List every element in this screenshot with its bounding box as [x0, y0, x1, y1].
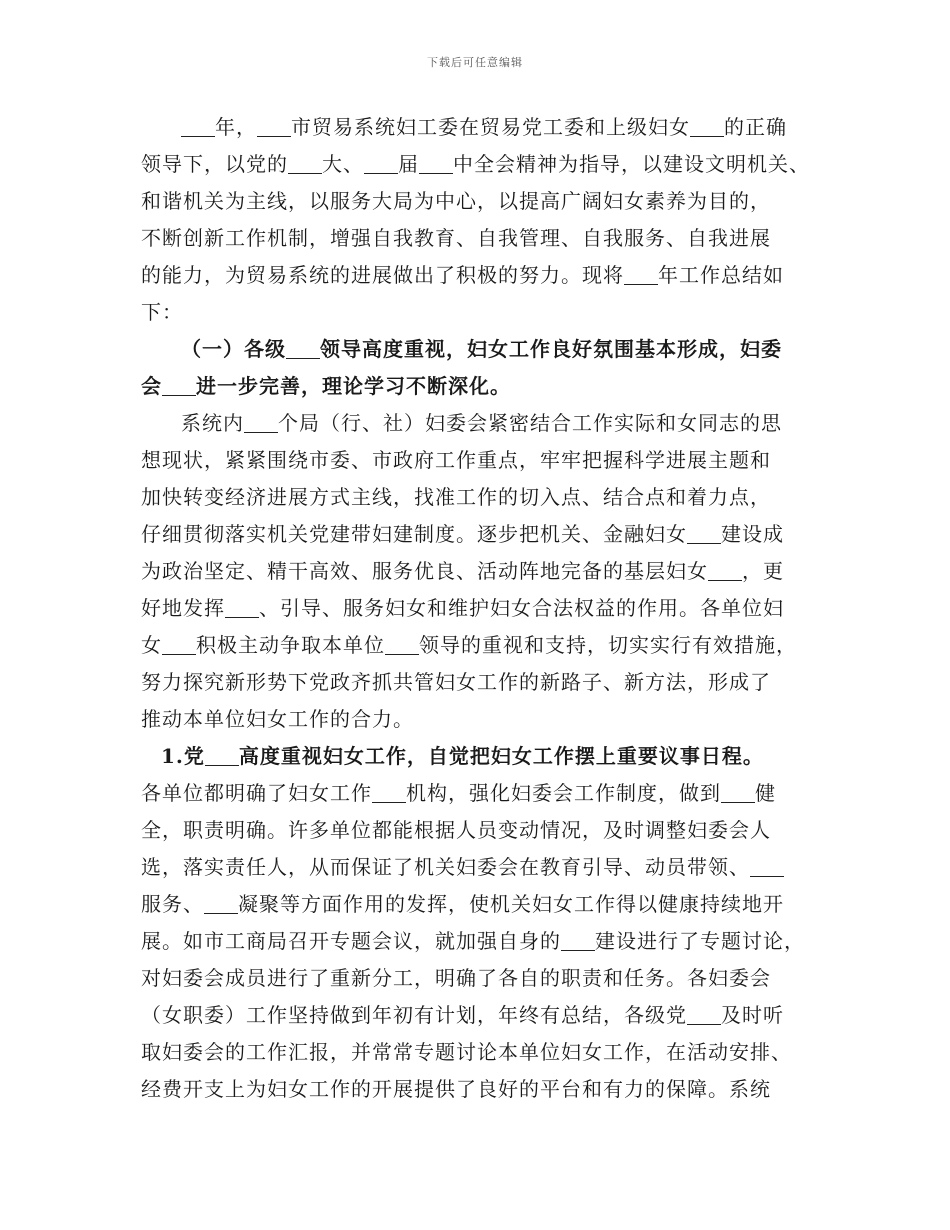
blank-underline [225, 595, 259, 618]
blank-underline [561, 928, 595, 951]
page-header: 下载后可任意编辑 [427, 56, 523, 69]
blank-underline [708, 558, 742, 581]
text-line: 全，职责明确。许多单位都能根据人员变动情况，及时调整妇委会人 [141, 818, 771, 842]
text-line: 努力探究新形势下党政齐抓共管妇女工作的新路子、新方法，形成了 [141, 670, 771, 694]
document-body [141, 109, 823, 1108]
text-line: 对妇委会成员进行了重新分工，明确了各自的职责和任务。各妇委会 [141, 966, 771, 990]
blank-underline [286, 336, 320, 359]
blank-underline [721, 780, 755, 803]
blank-underline [385, 632, 419, 655]
text-line: （女职委）工作坚持做到年初有计划，年终有总结，各级党 及时听 [141, 1003, 784, 1027]
blank-underline [687, 521, 721, 544]
text-line: （一）各级 领导高度重视，妇女工作良好氛围基本形成，妇委 [181, 337, 782, 361]
blank-underline [181, 114, 215, 137]
text-line: 想现状，紧紧围绕市委、市政府工作重点，牢牢把握科学进展主题和 [141, 448, 771, 472]
blank-underline [244, 410, 278, 433]
blank-underline [372, 780, 406, 803]
text-line: 下： [141, 300, 183, 324]
blank-underline [687, 1002, 721, 1025]
text-line: 和谐机关为主线，以服务大局为中心，以提高广阔妇女素养为目的， [141, 189, 771, 213]
blank-underline [162, 632, 196, 655]
text-line: 领导下，以党的 大、 届 中全会精神为指导，以建设文明机关、 [141, 152, 810, 176]
blank-underline [162, 373, 196, 396]
blank-underline [624, 262, 658, 285]
blank-underline [419, 151, 453, 174]
text-line: 仔细贯彻落实机关党建带妇建制度。逐步把机关、金融妇女 建设成 [141, 522, 784, 546]
text-line: 系统内 个局（行、社）妇委会紧密结合工作实际和女同志的思 [181, 411, 782, 435]
text-line: 1.党 高度重视妇女工作，自觉把妇女工作摆上重要议事日程。 [161, 744, 764, 768]
text-line: 推动本单位妇女工作的合力。 [141, 707, 414, 731]
text-line: 不断创新工作机制，增强自我教育、自我管理、自我服务、自我进展 [141, 226, 771, 250]
blank-underline [690, 114, 724, 137]
blank-underline [750, 854, 784, 877]
text-line: 会 进一步完善，理论学习不断深化。 [141, 374, 511, 398]
text-line: 好地发挥 、引导、服务妇女和维护妇女合法权益的作用。各单位妇 [141, 596, 784, 620]
blank-underline [257, 114, 291, 137]
text-line: 服务、 凝聚等方面作用的发挥，使机关妇女工作得以健康持续地开 [141, 892, 784, 916]
text-line: 的能力，为贸易系统的进展做出了积极的努力。现将 年工作总结如 [141, 263, 784, 287]
blank-underline [288, 151, 322, 174]
text-line: 各单位都明确了妇女工作 机构，强化妇委会工作制度，做到 健 [141, 781, 776, 805]
text-line: 女 积极主动争取本单位 领导的重视和支持，切实实行有效措施， [141, 633, 797, 657]
text-line: 为政治坚定、精干高效、服务优良、活动阵地完备的基层妇女 ，更 [141, 559, 784, 583]
text-line: 展。如市工商局召开专题会议，就加强自身的 建设进行了专题讨论， [141, 929, 805, 953]
text-line: 加快转变经济进展方式主线，找准工作的切入点、结合点和着力点， [141, 485, 771, 509]
text-line: 取妇委会的工作汇报，并常常专题讨论本单位妇女工作，在活动安排、 [141, 1040, 792, 1064]
text-line: 年， 市贸易系统妇工委在贸易党工委和上级妇女 的正确 [141, 109, 823, 146]
blank-underline [364, 151, 398, 174]
text-line: 经费开支上为妇女工作的开展提供了良好的平台和有力的保障。系统 [141, 1077, 771, 1101]
blank-underline [204, 891, 238, 914]
text-line: 选，落实责任人，从而保证了机关妇委会在教育引导、动员带领、 [141, 849, 823, 886]
blank-underline [205, 743, 239, 766]
